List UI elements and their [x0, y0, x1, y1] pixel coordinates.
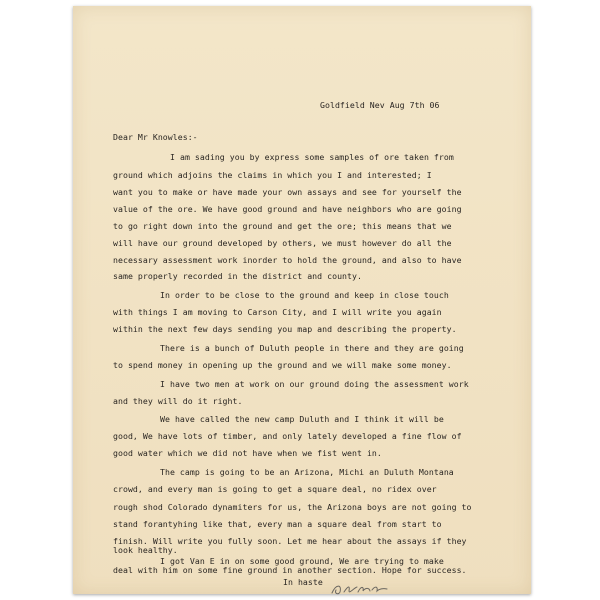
- letter-line: I have two men at work on our ground doing the assessment work: [160, 379, 469, 389]
- letter-line: We have called the new camp Duluth and I think it will be: [160, 414, 444, 424]
- letter-line: deal with him on some fine ground in another section. Hope for success.: [113, 565, 467, 575]
- letter-line: There is a bunch of Duluth people in there and they are going: [160, 343, 464, 353]
- letter-line: look healthy.: [113, 545, 178, 555]
- letter-line: crowd, and every man is going to get a square deal, no ridex over: [113, 484, 437, 494]
- letter-line: same properly recorded in the district and county.: [113, 271, 362, 281]
- letter-line: I am sading you by express some samples of ore taken from: [170, 152, 454, 162]
- letter-line: finish. Will write you fully soon. Let me hear about the assays if they: [113, 536, 467, 546]
- letter-line: good water which we did not have when we fist went in.: [113, 448, 382, 458]
- letter-date: Goldfield Nev Aug 7th 06: [320, 100, 440, 110]
- letter-line: In order to be close to the ground and keep in close touch: [160, 290, 449, 300]
- handwritten-signature: [330, 582, 390, 596]
- letter-line: good, We have lots of timber, and only lately developed a fine flow of: [113, 431, 462, 441]
- letter-line: want you to make or have made your own assays and see for yourself the: [113, 187, 462, 197]
- letter-line: with things I am moving to Carson City, and I will write you again: [113, 307, 442, 317]
- letter-line: and they will do it right.: [113, 396, 243, 406]
- letter-line: within the next few days sending you map and describing the property.: [113, 324, 457, 334]
- letter-line: rough shod Colorado dynamiters for us, the Arizona boys are not going to: [113, 502, 472, 512]
- letter-line: I got Van E in on some good ground, We are trying to make: [160, 556, 444, 566]
- letter-closing: In haste: [283, 577, 323, 587]
- letter-line: will have our ground developed by others, we must however do all the: [113, 238, 452, 248]
- letter-line: The camp is going to be an Arizona, Michi an Duluth Montana: [160, 467, 454, 477]
- letter-line: to spend money in opening up the ground and we will make some money.: [113, 360, 452, 370]
- letter-salutation: Dear Mr Knowles:-: [113, 132, 198, 142]
- letter-line: ground which adjoins the claims in which you I and interested; I: [113, 170, 432, 180]
- letter-line: necessary assessment work inorder to hold the ground, and also to have: [113, 255, 462, 265]
- letter-line: stand forantyhing like that, every man a square deal from start to: [113, 519, 442, 529]
- letter-line: to go right down into the ground and get the ore; this means that we: [113, 221, 452, 231]
- letter-line: value of the ore. We have good ground and have neighbors who are going: [113, 204, 462, 214]
